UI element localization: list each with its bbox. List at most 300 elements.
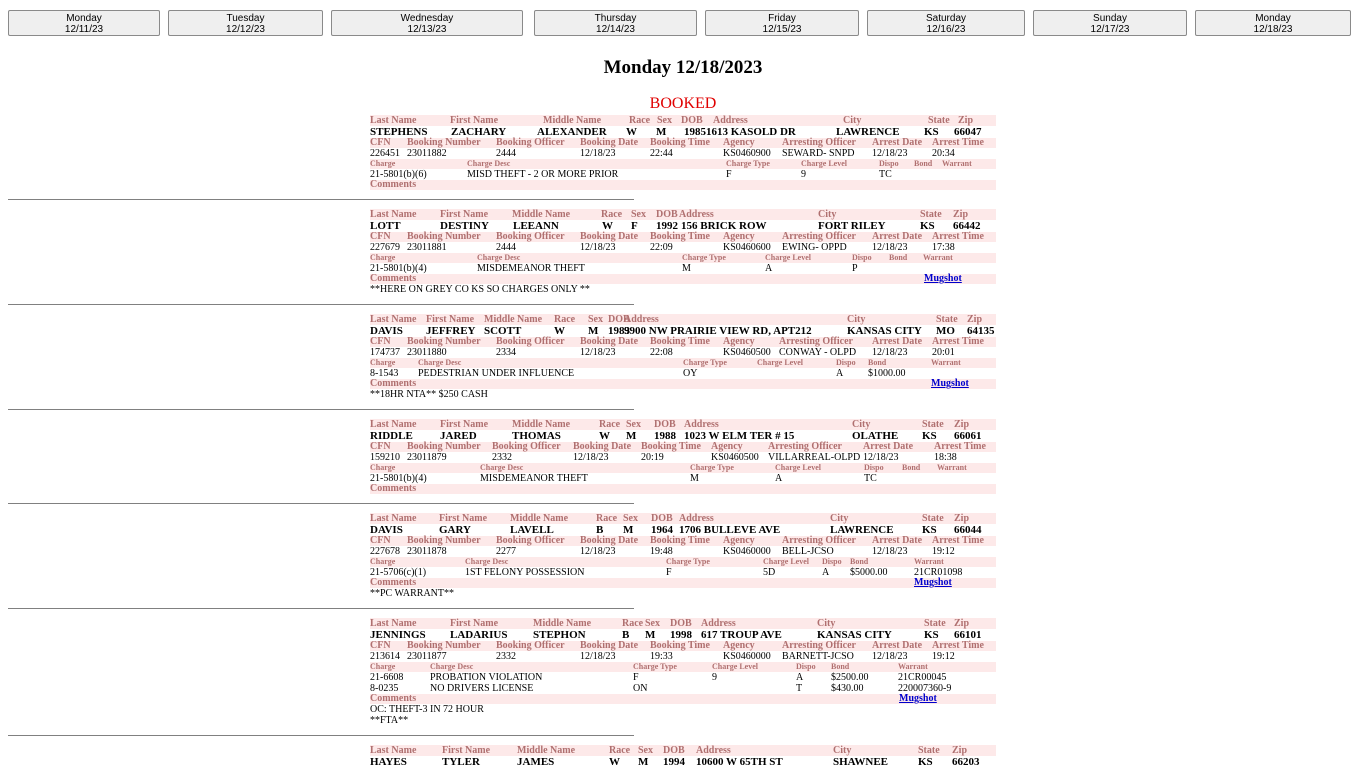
label-zip: Zip: [958, 115, 974, 126]
label-charge-desc: Charge Desc: [418, 358, 462, 367]
value-booking-date: 12/18/23: [580, 242, 616, 253]
label-warrant: Warrant: [931, 358, 961, 367]
label-last: Last Name: [370, 115, 417, 126]
value-race: W: [554, 325, 565, 337]
value-charge-desc: 1ST FELONY POSSESSION: [465, 567, 585, 578]
label-agency: Agency: [723, 640, 755, 651]
label-bond: Bond: [850, 557, 869, 566]
label-booking-date: Booking Date: [573, 441, 632, 452]
label-arresting-officer: Arresting Officer: [782, 535, 856, 546]
mugshot-link[interactable]: Mugshot: [931, 378, 969, 389]
value-charge: 21-5801(b)(4): [370, 473, 427, 484]
comment-text: **18HR NTA** $250 CASH: [370, 389, 488, 400]
label-charge-type: Charge Type: [666, 557, 710, 566]
value-charge: 8-1543: [370, 368, 399, 379]
label-dispo: Dispo: [879, 159, 899, 168]
value-charge: 21-5801(b)(4): [370, 263, 427, 274]
value-charge-level: 5D: [763, 567, 776, 578]
day-button-date: 12/14/23: [596, 24, 635, 35]
label-booking-officer: Booking Officer: [496, 336, 565, 347]
label-state: State: [920, 209, 942, 220]
value-charge-desc: MISDEMEANOR THEFT: [480, 473, 588, 484]
label-charge: Charge: [370, 463, 396, 472]
value-arrest-date: 12/18/23: [872, 651, 908, 662]
value-address: 9900 NW PRAIRIE VIEW RD, APT212: [624, 325, 812, 337]
record-divider: [8, 608, 634, 609]
value-bond: $1000.00: [868, 368, 906, 379]
value-charge-type: ON: [633, 683, 648, 694]
value-middle: SCOTT: [484, 325, 522, 337]
value-sex: M: [656, 126, 667, 138]
label-city: City: [833, 745, 852, 756]
value-arrest-date: 12/18/23: [872, 148, 908, 159]
page-title: Monday 12/18/2023: [603, 57, 763, 78]
day-button-4[interactable]: [705, 10, 859, 36]
label-city: City: [817, 618, 836, 629]
value-booking-time: 22:44: [650, 148, 673, 159]
label-booking-officer: Booking Officer: [496, 137, 565, 148]
value-zip: 66061: [954, 430, 982, 442]
value-race: W: [609, 756, 620, 768]
value-address: 617 TROUP AVE: [701, 629, 782, 641]
label-charge-type: Charge Type: [633, 662, 677, 671]
label-booking-officer: Booking Officer: [496, 640, 565, 651]
day-button-weekday: Sunday: [1093, 13, 1127, 24]
label-booking-date: Booking Date: [580, 336, 639, 347]
value-zip: 64135: [967, 325, 995, 337]
value-charge-level: A: [765, 263, 773, 274]
label-arresting-officer: Arresting Officer: [782, 137, 856, 148]
comment-text: OC: THEFT-3 IN 72 HOUR: [370, 704, 484, 715]
value-bond: $430.00: [831, 683, 864, 694]
value-last: JENNINGS: [370, 629, 426, 641]
label-arrest-time: Arrest Time: [932, 535, 984, 546]
day-button-date: 12/18/23: [1253, 24, 1293, 35]
value-dob: 1985: [684, 126, 706, 138]
value-dob: 1992: [656, 220, 678, 232]
label-arrest-time: Arrest Time: [932, 640, 984, 651]
value-charge: 8-0235: [370, 683, 399, 694]
label-warrant: Warrant: [942, 159, 972, 168]
label-booking-number: Booking Number: [407, 535, 481, 546]
label-middle: Middle Name: [512, 209, 571, 220]
label-dob: DOB: [670, 618, 692, 629]
value-dob: 1964: [651, 524, 673, 536]
label-dispo: Dispo: [836, 358, 856, 367]
label-warrant: Warrant: [914, 557, 944, 566]
value-charge-level: A: [775, 473, 783, 484]
value-middle: ALEXANDER: [537, 126, 607, 138]
value-last: LOTT: [370, 220, 401, 232]
day-button-2[interactable]: [331, 10, 523, 36]
label-middle: Middle Name: [543, 115, 602, 126]
value-sex: M: [645, 629, 656, 641]
value-city: KANSAS CITY: [847, 325, 922, 337]
label-dispo: Dispo: [864, 463, 884, 472]
label-zip: Zip: [952, 745, 968, 756]
value-agency: KS0460000: [723, 651, 771, 662]
value-booking-time: 20:19: [641, 452, 664, 463]
value-charge-level: 9: [801, 169, 806, 180]
value-booking-number: 23011880: [407, 347, 447, 358]
value-dob: 1994: [663, 756, 685, 768]
value-charge-desc: PEDESTRIAN UNDER INFLUENCE: [418, 368, 575, 379]
label-last: Last Name: [370, 745, 417, 756]
comment-text: **PC WARRANT**: [370, 588, 454, 599]
value-booking-date: 12/18/23: [580, 546, 616, 557]
label-sex: Sex: [638, 745, 653, 756]
day-button-date: 12/15/23: [762, 24, 802, 35]
value-booking-number: 23011881: [407, 242, 447, 253]
label-middle: Middle Name: [484, 314, 543, 325]
label-charge-level: Charge Level: [757, 358, 803, 367]
label-dob: DOB: [663, 745, 685, 756]
value-charge-level: 9: [712, 672, 717, 683]
label-sex: Sex: [626, 419, 641, 430]
status-heading: BOOKED: [649, 95, 717, 112]
label-bond: Bond: [902, 463, 921, 472]
value-arresting-officer: SEWARD- SNPD: [782, 148, 855, 159]
label-charge-type: Charge Type: [682, 253, 726, 262]
value-city: SHAWNEE: [833, 756, 889, 768]
mugshot-link[interactable]: Mugshot: [924, 273, 962, 284]
day-navigation: [0, 10, 1366, 38]
label-sex: Sex: [623, 513, 638, 524]
charge-row: [370, 672, 996, 683]
label-arrest-time: Arrest Time: [932, 231, 984, 242]
value-last: STEPHENS: [370, 126, 428, 138]
value-booking-time: 19:48: [650, 546, 673, 557]
day-button-6[interactable]: [1033, 10, 1187, 36]
mugshot-link[interactable]: Mugshot: [914, 577, 952, 588]
booking-record: [370, 513, 996, 599]
day-button-1[interactable]: [168, 10, 323, 36]
value-middle: STEPHON: [533, 629, 586, 641]
label-dob: DOB: [654, 419, 676, 430]
day-button-date: 12/11/23: [64, 24, 104, 35]
value-charge-desc: PROBATION VIOLATION: [430, 672, 543, 683]
value-sex: M: [588, 325, 599, 337]
value-last: DAVIS: [370, 524, 403, 536]
label-bond: Bond: [889, 253, 908, 262]
value-cfn: 227679: [370, 242, 400, 253]
label-state: State: [922, 513, 944, 524]
charge-row: [370, 263, 996, 274]
label-arrest-date: Arrest Date: [872, 535, 923, 546]
value-charge: 21-5801(b)(6): [370, 169, 427, 180]
charge-row: [370, 169, 996, 180]
label-booking-date: Booking Date: [580, 640, 639, 651]
label-race: Race: [601, 209, 623, 220]
value-arresting-officer: VILLARREAL-OLPD: [768, 452, 861, 463]
label-arresting-officer: Arresting Officer: [779, 336, 853, 347]
value-sex: M: [638, 756, 649, 768]
value-address: 1706 BULLEVE AVE: [679, 524, 781, 536]
label-last: Last Name: [370, 618, 417, 629]
label-warrant: Warrant: [937, 463, 967, 472]
label-first: First Name: [440, 209, 489, 220]
value-address: 156 BRICK ROW: [681, 220, 767, 232]
value-zip: 66044: [954, 524, 982, 536]
label-booking-time: Booking Time: [650, 231, 710, 242]
label-address: Address: [624, 314, 659, 325]
label-bond: Bond: [914, 159, 933, 168]
value-state: KS: [920, 220, 935, 232]
label-warrant: Warrant: [923, 253, 953, 262]
label-arrest-date: Arrest Date: [872, 336, 923, 347]
label-booking-number: Booking Number: [407, 441, 481, 452]
value-middle: JAMES: [517, 756, 555, 768]
booking-record: [370, 115, 996, 190]
value-charge: 21-6608: [370, 672, 404, 683]
label-charge-desc: Charge Desc: [465, 557, 509, 566]
value-booking-officer: 2277: [496, 546, 516, 557]
charge-row: [370, 473, 996, 484]
label-race: Race: [599, 419, 621, 430]
value-booking-date: 12/18/23: [580, 148, 616, 159]
label-state: State: [928, 115, 950, 126]
value-agency: KS0460500: [711, 452, 759, 463]
day-button-date: 12/12/23: [226, 24, 265, 35]
value-city: OLATHE: [852, 430, 899, 442]
label-dob: DOB: [651, 513, 673, 524]
label-dispo: Dispo: [852, 253, 872, 262]
label-agency: Agency: [723, 137, 755, 148]
label-dispo: Dispo: [796, 662, 816, 671]
label-booking-time: Booking Time: [641, 441, 701, 452]
label-zip: Zip: [967, 314, 983, 325]
label-cfn: CFN: [370, 535, 391, 546]
label-cfn: CFN: [370, 231, 391, 242]
value-arrest-date: 12/18/23: [872, 347, 908, 358]
value-first: GARY: [439, 524, 472, 536]
label-zip: Zip: [953, 209, 969, 220]
value-city: LAWRENCE: [830, 524, 894, 536]
label-booking-date: Booking Date: [580, 137, 639, 148]
label-cfn: CFN: [370, 137, 391, 148]
value-agency: KS0460900: [723, 148, 771, 159]
day-button-date: 12/13/23: [407, 24, 447, 35]
value-arrest-time: 17:38: [932, 242, 955, 253]
value-arresting-officer: BELL-JCSO: [782, 546, 834, 557]
label-dob: DOB: [608, 314, 630, 325]
label-city: City: [847, 314, 866, 325]
value-first: TYLER: [442, 756, 480, 768]
label-first: First Name: [450, 618, 499, 629]
day-button-5[interactable]: [867, 10, 1025, 36]
label-charge-level: Charge Level: [801, 159, 847, 168]
label-cfn: CFN: [370, 336, 391, 347]
label-last: Last Name: [370, 209, 417, 220]
value-cfn: 226451: [370, 148, 400, 159]
label-arresting-officer: Arresting Officer: [782, 231, 856, 242]
value-address: 10600 W 65TH ST: [696, 756, 783, 768]
value-first: LADARIUS: [450, 629, 508, 641]
value-booking-date: 12/18/23: [580, 347, 616, 358]
value-dispo: A: [822, 567, 830, 578]
booking-record: [370, 314, 996, 400]
label-middle: Middle Name: [517, 745, 576, 756]
value-charge-type: OY: [683, 368, 698, 379]
record-divider: [8, 304, 634, 305]
label-booking-number: Booking Number: [407, 336, 481, 347]
value-sex: M: [623, 524, 634, 536]
label-booking-time: Booking Time: [650, 640, 710, 651]
value-dob: 1988: [654, 430, 676, 442]
label-booking-time: Booking Time: [650, 336, 710, 347]
label-arrest-date: Arrest Date: [872, 231, 923, 242]
value-zip: 66101: [954, 629, 982, 641]
value-arrest-date: 12/18/23: [863, 452, 899, 463]
label-race: Race: [596, 513, 618, 524]
record-divider: [8, 735, 634, 736]
label-booking-date: Booking Date: [580, 231, 639, 242]
label-state: State: [918, 745, 940, 756]
value-last: DAVIS: [370, 325, 403, 337]
label-first: First Name: [426, 314, 475, 325]
label-booking-number: Booking Number: [407, 137, 481, 148]
value-cfn: 213614: [370, 651, 400, 662]
label-city: City: [843, 115, 862, 126]
label-arrest-time: Arrest Time: [932, 336, 984, 347]
comment-text: **FTA**: [370, 715, 409, 726]
value-booking-date: 12/18/23: [573, 452, 609, 463]
value-arresting-officer: EWING- OPPD: [782, 242, 847, 253]
label-address: Address: [679, 513, 714, 524]
label-booking-officer: Booking Officer: [492, 441, 561, 452]
value-booking-time: 19:33: [650, 651, 673, 662]
value-bond: $5000.00: [850, 567, 888, 578]
value-cfn: 227678: [370, 546, 400, 557]
value-arrest-time: 18:38: [934, 452, 957, 463]
value-address: 1613 KASOLD DR: [706, 126, 796, 138]
label-arrest-date: Arrest Date: [872, 137, 923, 148]
label-race: Race: [554, 314, 576, 325]
booking-record: [370, 419, 996, 494]
value-charge-desc: NO DRIVERS LICENSE: [430, 683, 534, 694]
value-booking-officer: 2444: [496, 242, 516, 253]
value-charge-desc: MISD THEFT - 2 OR MORE PRIOR: [467, 169, 619, 180]
charge-row: [370, 567, 996, 578]
label-middle: Middle Name: [510, 513, 569, 524]
label-booking-officer: Booking Officer: [496, 231, 565, 242]
value-booking-number: 23011882: [407, 148, 447, 159]
label-charge-type: Charge Type: [690, 463, 734, 472]
value-city: FORT RILEY: [818, 220, 886, 232]
value-arrest-time: 19:12: [932, 651, 955, 662]
label-middle: Middle Name: [533, 618, 592, 629]
day-button-weekday: Monday: [66, 13, 102, 24]
label-booking-officer: Booking Officer: [496, 535, 565, 546]
value-dispo: P: [852, 263, 858, 274]
booking-record: [370, 618, 996, 726]
value-charge-desc: MISDEMEANOR THEFT: [477, 263, 585, 274]
label-first: First Name: [442, 745, 491, 756]
value-first: ZACHARY: [451, 126, 507, 138]
value-agency: KS0460000: [723, 546, 771, 557]
value-booking-officer: 2334: [496, 347, 516, 358]
day-button-weekday: Wednesday: [400, 13, 454, 24]
day-button-0[interactable]: [8, 10, 160, 36]
label-comments: Comments: [370, 693, 417, 704]
label-address: Address: [679, 209, 714, 220]
value-race: B: [622, 629, 630, 641]
label-city: City: [818, 209, 837, 220]
value-charge-type: F: [666, 567, 672, 578]
value-state: KS: [922, 430, 937, 442]
day-button-date: 12/16/23: [926, 24, 966, 35]
value-booking-officer: 2332: [492, 452, 512, 463]
label-cfn: CFN: [370, 441, 391, 452]
record-divider: [8, 199, 634, 200]
label-first: First Name: [440, 419, 489, 430]
label-booking-date: Booking Date: [580, 535, 639, 546]
label-comments: Comments: [370, 378, 417, 389]
label-state: State: [922, 419, 944, 430]
value-dispo: A: [836, 368, 844, 379]
label-sex: Sex: [645, 618, 660, 629]
label-agency: Agency: [723, 231, 755, 242]
value-first: DESTINY: [440, 220, 489, 232]
value-cfn: 159210: [370, 452, 400, 463]
value-arrest-time: 20:34: [932, 148, 955, 159]
value-arrest-date: 12/18/23: [872, 242, 908, 253]
label-bond: Bond: [868, 358, 887, 367]
label-sex: Sex: [588, 314, 603, 325]
comment-text: **HERE ON GREY CO KS SO CHARGES ONLY **: [370, 284, 590, 295]
label-zip: Zip: [954, 513, 970, 524]
value-warrant: 21CR01098: [914, 567, 963, 578]
label-charge-desc: Charge Desc: [430, 662, 474, 671]
value-booking-time: 22:09: [650, 242, 673, 253]
day-button-weekday: Monday: [1255, 13, 1291, 24]
value-bond: $2500.00: [831, 672, 869, 683]
label-arrest-time: Arrest Time: [932, 137, 984, 148]
label-address: Address: [701, 618, 736, 629]
label-arrest-date: Arrest Date: [863, 441, 914, 452]
label-arrest-date: Arrest Date: [872, 640, 923, 651]
label-warrant: Warrant: [898, 662, 928, 671]
value-city: LAWRENCE: [836, 126, 900, 138]
value-arrest-time: 19:12: [932, 546, 955, 557]
label-charge-desc: Charge Desc: [477, 253, 521, 262]
label-cfn: CFN: [370, 640, 391, 651]
day-button-3[interactable]: [534, 10, 697, 36]
value-middle: LEEANN: [513, 220, 559, 232]
label-charge: Charge: [370, 358, 396, 367]
label-sex: Sex: [631, 209, 646, 220]
label-comments: Comments: [370, 483, 417, 494]
label-comments: Comments: [370, 179, 417, 190]
label-last: Last Name: [370, 314, 417, 325]
booking-record: [370, 745, 996, 768]
value-race: W: [602, 220, 613, 232]
mugshot-link[interactable]: Mugshot: [899, 693, 937, 704]
label-charge-desc: Charge Desc: [480, 463, 524, 472]
value-middle: THOMAS: [512, 430, 561, 442]
day-button-weekday: Friday: [768, 13, 796, 24]
value-charge-type: F: [726, 169, 732, 180]
record-divider: [8, 409, 634, 410]
day-button-7[interactable]: [1195, 10, 1351, 36]
value-zip: 66203: [952, 756, 980, 768]
label-comments: Comments: [370, 273, 417, 284]
label-booking-number: Booking Number: [407, 640, 481, 651]
label-bond: Bond: [831, 662, 850, 671]
label-state: State: [924, 618, 946, 629]
value-sex: M: [626, 430, 637, 442]
label-comments: Comments: [370, 577, 417, 588]
